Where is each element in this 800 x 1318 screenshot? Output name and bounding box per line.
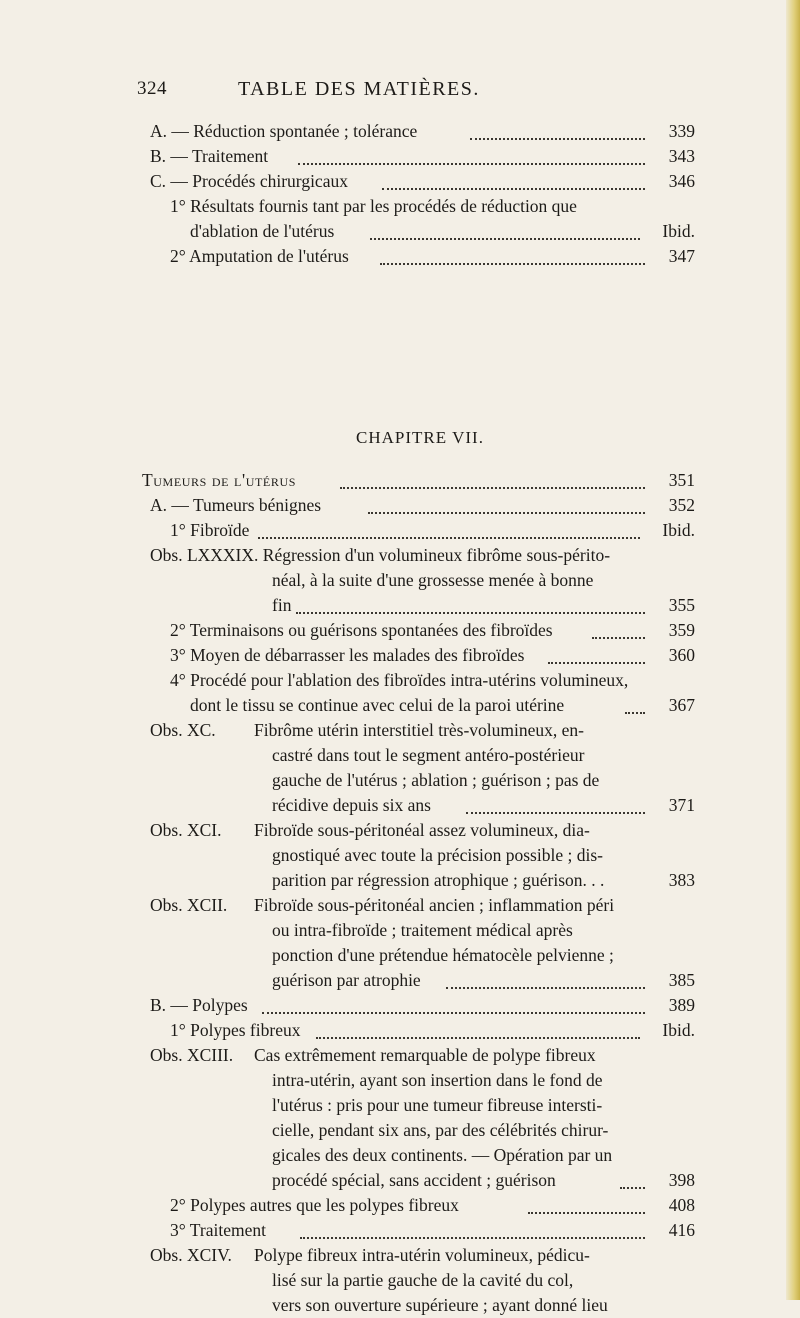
- toc-entry-page: 351: [668, 470, 695, 490]
- toc-entry-text: B. — Traitement: [150, 146, 269, 166]
- toc-entry-text: vers son ouverture supérieure ; ayant donné lieu: [272, 1295, 608, 1315]
- toc-entry: [0, 967, 800, 993]
- toc-entry-text: procédé spécial, sans accident ; guérison: [272, 1170, 556, 1190]
- toc-entry-page: Ibid.: [662, 520, 695, 540]
- toc-entry: [0, 567, 800, 593]
- dot-leader: [470, 137, 645, 140]
- toc-entry: [0, 218, 800, 244]
- toc-entry-text: 1° Résultats fournis tant par les procédés de réduction que: [170, 196, 577, 216]
- toc-entry-page: 359: [668, 620, 695, 640]
- toc-entry-text: 2° Amputation de l'utérus: [170, 246, 349, 266]
- toc-entry-text: Obs. LXXXIX. Régression d'un volumineux fibrôme sous-périto-: [150, 545, 611, 565]
- toc-entry-page: 416: [668, 1220, 695, 1240]
- toc-entry: [0, 168, 800, 194]
- toc-entry-page: 352: [668, 495, 695, 515]
- dot-leader: [446, 986, 645, 989]
- dot-leader: [258, 536, 640, 539]
- dot-leader: [466, 811, 645, 814]
- chapter-title: CHAPITRE VII.: [356, 428, 484, 447]
- toc-entry-page: 339: [668, 121, 695, 141]
- toc-entry-text: A. — Tumeurs bénignes: [150, 495, 322, 515]
- toc-entry-text: castré dans tout le segment antéro-postérieur: [272, 745, 585, 765]
- toc-entry: [0, 642, 800, 668]
- dot-leader: [382, 187, 645, 190]
- toc-entry: [0, 143, 800, 169]
- toc-entry-text: Fibrôme utérin interstitiel très-volumineux, en-: [254, 720, 584, 740]
- toc-entry-page: 367: [668, 695, 695, 715]
- toc-entry: [0, 717, 800, 743]
- toc-entry-page: 385: [668, 970, 695, 990]
- toc-entry: [0, 992, 800, 1018]
- toc-entry: [0, 118, 800, 144]
- toc-entry: [0, 1242, 800, 1268]
- toc-entry: [0, 193, 800, 219]
- toc-entry: [0, 842, 800, 868]
- dot-leader: [548, 661, 645, 664]
- toc-entry-page: 383: [668, 870, 695, 890]
- dot-leader: [262, 1011, 645, 1014]
- toc-entry-text: 3° Traitement: [170, 1220, 266, 1240]
- toc-entry-text: ou intra-fibroïde ; traitement médical après: [272, 920, 573, 940]
- running-title: TABLE DES MATIÈRES.: [238, 78, 480, 100]
- toc-entry: [0, 917, 800, 943]
- toc-entry: [0, 1192, 800, 1218]
- toc-entry: [0, 542, 800, 568]
- toc-entry-text: d'ablation de l'utérus: [190, 221, 335, 241]
- toc-entry: [0, 892, 800, 918]
- toc-entry-text: ponction d'une prétendue hématocèle pelvienne ;: [272, 945, 614, 965]
- dot-leader: [300, 1236, 645, 1239]
- toc-entry-text: intra-utérin, ayant son insertion dans le fond de: [272, 1070, 603, 1090]
- toc-entry-text: parition par régression atrophique ; guérison. . .: [272, 870, 605, 890]
- dot-leader: [370, 237, 640, 240]
- toc-entry-text: néal, à la suite d'une grossesse menée à bonne: [272, 570, 594, 590]
- toc-entry: [0, 1267, 800, 1293]
- dot-leader: [620, 1186, 645, 1189]
- dot-leader: [298, 162, 645, 165]
- toc-entry: [0, 767, 800, 793]
- toc-entry: [0, 1017, 800, 1043]
- toc-entry: [0, 742, 800, 768]
- toc-entry-page: 408: [668, 1195, 695, 1215]
- dot-leader: [592, 636, 645, 639]
- toc-entry-text: 2° Polypes autres que les polypes fibreux: [170, 1195, 459, 1215]
- toc-entry: [0, 1092, 800, 1118]
- toc-entry-text: Polype fibreux intra-utérin volumineux, pédicu-: [254, 1245, 590, 1265]
- dot-leader: [368, 511, 645, 514]
- toc-entry: [0, 692, 800, 718]
- toc-entry-text: 3° Moyen de débarrasser les malades des fibroïdes: [170, 645, 525, 665]
- toc-entry-page: 398: [668, 1170, 695, 1190]
- toc-entry-text: C. — Procédés chirurgicaux: [150, 171, 348, 191]
- toc-entry: [0, 792, 800, 818]
- toc-entry: [0, 243, 800, 269]
- toc-entry-text: 4° Procédé pour l'ablation des fibroïdes intra-utérins volumineux,: [170, 670, 629, 690]
- toc-entry-text: fin: [272, 595, 292, 615]
- toc-entry-label: Obs. XC.: [150, 720, 216, 740]
- toc-entry: [0, 942, 800, 968]
- toc-entry-text: 1° Polypes fibreux: [170, 1020, 301, 1040]
- toc-entry: [0, 617, 800, 643]
- toc-entry: [0, 667, 800, 693]
- page-header: [0, 78, 800, 108]
- toc-entry: [0, 492, 800, 518]
- toc-entry: [0, 867, 800, 893]
- toc-entry: [0, 1117, 800, 1143]
- dot-leader: [296, 611, 645, 614]
- toc-entry-text: Cas extrêmement remarquable de polype fibreux: [254, 1045, 596, 1065]
- toc-entry: [0, 467, 800, 493]
- toc-entry: [0, 1167, 800, 1193]
- toc-entry-label: Obs. XCIV.: [150, 1245, 232, 1265]
- toc-entry-page: Ibid.: [662, 1020, 695, 1040]
- toc-entry-page: Ibid.: [662, 221, 695, 241]
- toc-entry-text: Tumeurs de l'utérus: [142, 470, 296, 490]
- toc-entry: [0, 817, 800, 843]
- toc-entry-page: 371: [668, 795, 695, 815]
- toc-entry-text: A. — Réduction spontanée ; tolérance: [150, 121, 418, 141]
- toc-entry-text: B. — Polypes: [150, 995, 248, 1015]
- dot-leader: [625, 711, 645, 714]
- dot-leader: [528, 1211, 645, 1214]
- toc-entry-text: 1° Fibroïde: [170, 520, 250, 540]
- dot-leader: [340, 486, 645, 489]
- toc-entry-text: l'utérus : pris pour une tumeur fibreuse intersti-: [272, 1095, 603, 1115]
- toc-entry-page: 343: [668, 146, 695, 166]
- toc-entry-text: dont le tissu se continue avec celui de la paroi utérine: [190, 695, 565, 715]
- dot-leader: [380, 262, 645, 265]
- toc-entry: [0, 1067, 800, 1093]
- toc-entry: [0, 592, 800, 618]
- toc-entry: [0, 517, 800, 543]
- toc-entry: [0, 1042, 800, 1068]
- toc-entry-text: Fibroïde sous-péritonéal ancien ; inflammation péri: [254, 895, 615, 915]
- toc-entry: [0, 1217, 800, 1243]
- toc-entry-text: gnostiqué avec toute la précision possible ; dis-: [272, 845, 603, 865]
- toc-entry-page: 347: [668, 246, 695, 266]
- toc-entry-label: Obs. XCI.: [150, 820, 222, 840]
- toc-entry-page: 360: [668, 645, 695, 665]
- toc-entry-text: guérison par atrophie: [272, 970, 421, 990]
- toc-entry: [0, 1142, 800, 1168]
- page-number: 324: [137, 78, 167, 99]
- toc-entry-text: gauche de l'utérus ; ablation ; guérison ; pas de: [272, 770, 600, 790]
- toc-entry-clipped: [0, 1292, 800, 1315]
- toc-entry-label: Obs. XCII.: [150, 895, 228, 915]
- toc-entry-page: 355: [668, 595, 695, 615]
- toc-entry-text: 2° Terminaisons ou guérisons spontanées des fibroïdes: [170, 620, 553, 640]
- toc-entry-text: lisé sur la partie gauche de la cavité du col,: [272, 1270, 574, 1290]
- toc-entry-text: récidive depuis six ans: [272, 795, 431, 815]
- toc-entry-text: gicales des deux continents. — Opération par un: [272, 1145, 613, 1165]
- toc-entry-text: Fibroïde sous-péritonéal assez volumineux, dia-: [254, 820, 590, 840]
- toc-entry-text: cielle, pendant six ans, par des célébrités chirur-: [272, 1120, 609, 1140]
- toc-entry-page: 389: [668, 995, 695, 1015]
- toc-entry-label: Obs. XCIII.: [150, 1045, 234, 1065]
- toc-entry-page: 346: [668, 171, 695, 191]
- dot-leader: [316, 1036, 640, 1039]
